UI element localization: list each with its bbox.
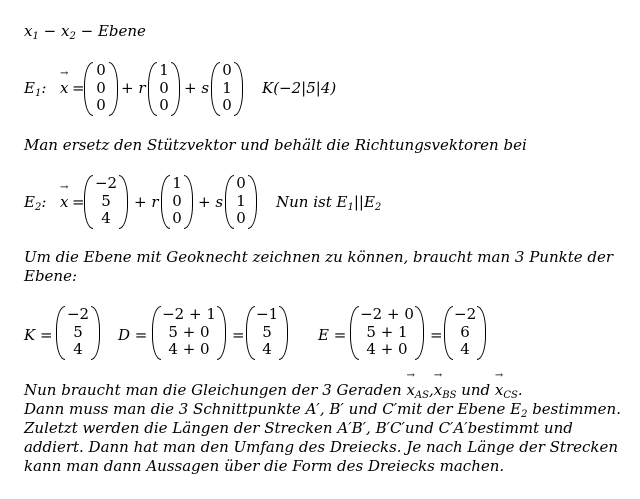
- e2-v3-2: 0: [236, 209, 246, 227]
- point-d-sum-vector: [152, 306, 226, 360]
- e2-note-mid: ||E: [353, 193, 375, 211]
- point-e-0: −2 + 0: [360, 305, 414, 323]
- point-e-res-0: −2: [454, 305, 477, 323]
- final-l1-text: Nun braucht man die Gleichungen der 3 Geraden: [24, 381, 407, 399]
- final-l1-comma: ,: [429, 381, 434, 399]
- final-l1-und: und: [456, 381, 495, 399]
- heading-rest: − Ebene: [80, 22, 146, 40]
- final-line-5: kann man dann Aussagen über die Form des Dreiecks machen.: [24, 457, 505, 475]
- e1-direction-vector-1: [148, 62, 180, 116]
- e1-plus-s: + s: [184, 79, 210, 97]
- final-line-2: [24, 400, 621, 418]
- point-k-1: 5: [73, 322, 83, 341]
- e2-v1-0: −2: [94, 174, 118, 192]
- heading-minus: −: [43, 22, 57, 40]
- e2-v3-1: 1: [236, 191, 246, 210]
- point-d-result-vector: [246, 306, 288, 360]
- point-d-0: −2 + 1: [162, 305, 216, 323]
- point-k-0: −2: [66, 305, 90, 323]
- point-k-label: K =: [24, 326, 53, 344]
- heading: [24, 22, 146, 40]
- e2-support-vector: [84, 175, 128, 229]
- e2-v2-1: 0: [172, 191, 182, 210]
- final-l2-sub: 2: [521, 409, 528, 420]
- e2-name: E: [24, 193, 35, 211]
- point-e-res-2: 4: [460, 340, 470, 358]
- e2-direction-vector-2: [225, 175, 257, 229]
- final-l1-end: .: [517, 381, 523, 399]
- e2-direction-vector-1: [161, 175, 193, 229]
- heading-x2: x: [60, 22, 70, 40]
- e2-note-sub2: 2: [374, 202, 382, 213]
- final-l1-x-bs: → x: [434, 381, 442, 399]
- e2-vx: → x: [60, 193, 68, 211]
- e2-x-vector: [60, 193, 68, 211]
- point-d-1: 5 + 0: [168, 322, 210, 341]
- final-l2-text: Dann muss man die 3 Schnittpunkte A′, B′ und C′mit der Ebene E: [24, 400, 522, 418]
- final-l1-x-cs: → x: [495, 381, 503, 399]
- point-d-res-2: 4: [262, 340, 272, 358]
- e2-sub: 2: [34, 202, 42, 213]
- e2-parallel-note: [276, 193, 381, 211]
- e1-point-k: K(−2|5|4): [262, 79, 337, 97]
- point-d-res-0: −1: [256, 305, 279, 323]
- final-l1-sub-bs: BS: [442, 390, 457, 401]
- e1-label: [24, 79, 46, 97]
- point-d-label: D =: [118, 326, 148, 344]
- e1-plus-r: + r: [121, 79, 146, 97]
- e1-direction-vector-2: [211, 62, 243, 116]
- e2-equals: =: [72, 193, 85, 211]
- e1-equals: =: [72, 79, 85, 97]
- e1-v1-2: 0: [96, 96, 106, 114]
- point-d-equals: =: [232, 326, 245, 344]
- e1-v2-1: 0: [159, 78, 169, 97]
- sentence-geoknecht: Um die Ebene mit Geoknecht zeichnen zu können, braucht man 3 Punkte der Ebene:: [24, 248, 614, 285]
- e2-v1-1: 5: [101, 191, 111, 210]
- e2-label: [24, 193, 46, 211]
- final-line-1: [24, 381, 523, 399]
- final-l1-sub-as: AS: [414, 390, 429, 401]
- point-d-res-1: 5: [262, 322, 272, 341]
- e2-plus-s: + s: [198, 193, 224, 211]
- e2-v1-2: 4: [101, 209, 111, 227]
- point-k-vector: [56, 306, 100, 360]
- e2-colon: :: [41, 193, 47, 211]
- point-e-res-1: 6: [460, 322, 470, 341]
- final-line-3: Zuletzt werden die Längen der Strecken A′B′, B′C′und C′A′bestimmt und: [24, 419, 573, 437]
- heading-sub1: 1: [32, 31, 39, 42]
- e1-sub: 1: [34, 88, 42, 99]
- heading-sub2: 2: [69, 31, 76, 42]
- heading-x1: x: [24, 22, 33, 40]
- point-e-result-vector: [444, 306, 486, 360]
- e1-vx: → x: [60, 79, 68, 97]
- e1-v3-2: 0: [222, 96, 232, 114]
- e1-support-vector: [84, 62, 118, 116]
- final-l2-end: bestimmen.: [527, 400, 621, 418]
- e2-v2-2: 0: [172, 209, 182, 227]
- e1-v1-0: 0: [96, 61, 106, 79]
- e1-v2-2: 0: [159, 96, 169, 114]
- e1-v1-1: 0: [96, 78, 106, 97]
- e2-note-sub1: 1: [347, 202, 354, 213]
- sentence-support-vector: Man ersetz den Stützvektor und behält die Richtungsvektoren bei: [24, 136, 527, 154]
- point-e-1: 5 + 1: [366, 322, 408, 341]
- e2-v2-0: 1: [172, 174, 182, 192]
- e1-x-vector: [60, 79, 68, 97]
- e2-plus-r: + r: [134, 193, 159, 211]
- e1-v3-0: 0: [222, 61, 232, 79]
- e1-v2-0: 1: [159, 61, 169, 79]
- final-line-4: addiert. Dann hat man den Umfang des Dreiecks. Je nach Länge der Strecken: [24, 438, 619, 456]
- point-k-2: 4: [73, 340, 83, 358]
- e1-v3-1: 1: [222, 78, 232, 97]
- final-l1-x-as: → x: [406, 381, 414, 399]
- point-e-sum-vector: [350, 306, 424, 360]
- point-d-2: 4 + 0: [168, 340, 210, 358]
- final-l1-sub-cs: CS: [503, 390, 518, 401]
- e2-v3-0: 0: [236, 174, 246, 192]
- point-e-equals: =: [430, 326, 443, 344]
- e1-name: E: [24, 79, 35, 97]
- e2-note-pre: Nun ist E: [276, 193, 348, 211]
- point-e-label: E =: [318, 326, 347, 344]
- point-e-2: 4 + 0: [366, 340, 408, 358]
- e1-colon: :: [41, 79, 47, 97]
